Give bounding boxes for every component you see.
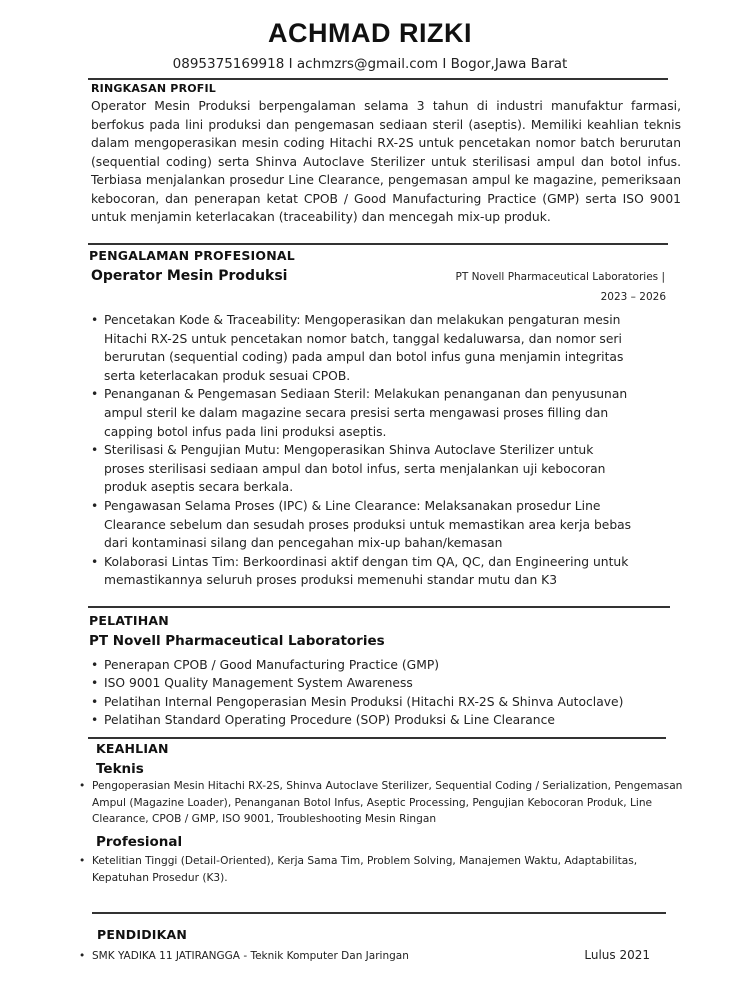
list-item: • Ketelitian Tinggi (Detail-Oriented), Kerja Sama Tim, Problem Solving, Manajemen Waktu, Adaptabilitas, Kepatuhan Prosedur (K3). — [79, 853, 689, 886]
list-item: • Penanganan & Pengemasan Sediaan Steril: Melakukan penanganan dan penyusunan ampul steril ke dalam magazine secara presisi serta mengawasi proses filling dan capping botol infus pada lini produksi aseptis. — [91, 385, 636, 441]
divider — [92, 912, 666, 914]
list-item: • Pelatihan Standard Operating Procedure (SOP) Produksi & Line Clearance — [91, 711, 711, 729]
candidate-name: ACHMAD RIZKI — [268, 18, 472, 48]
skills-technical-list — [79, 778, 689, 828]
training-list — [91, 656, 711, 730]
education-year: Lulus 2021 — [584, 948, 650, 962]
list-item: • SMK YADIKA 11 JATIRANGGA - Teknik Komputer Dan Jaringan — [79, 948, 559, 964]
list-item: • Pencetakan Kode & Traceability: Mengoperasikan dan melakukan pengaturan mesin Hitachi RX-2S untuk pencetakan nomor batch, tanggal kedaluwarsa, dan nomor seri berurutan (sequential coding) pada ampul dan botol infus guna menjamin integritas serta keterlacakan produk sesuai CPOB. — [91, 311, 636, 385]
summary-text: Operator Mesin Produksi berpengalaman selama 3 tahun di industri manufaktur farmasi, berfokus pada lini produksi dan pengemasan sediaan steril (aseptis). Memiliki keahlian teknis dalam mengoperasikan mesin coding Hitachi RX-2S untuk pencetakan nomor batch berurutan (sequential coding) serta Shinva Autoclave Sterilizer untuk sterilisasi ampul dan botol infus. Terbiasa menjalankan prosedur Line Clearance, pengemasan ampul ke magazine, pemeriksaan kebocoran, dan penerapan ketat CPOB / Good Manufacturing Practice (GMP) serta ISO 9001 untuk menjamin keterlacakan (traceability) dan mencegah mix-up produk. — [91, 99, 681, 224]
list-item: • ISO 9001 Quality Management System Awareness — [91, 674, 711, 692]
divider — [88, 737, 666, 739]
experience-list — [91, 311, 636, 590]
list-item: • Pengawasan Selama Proses (IPC) & Line Clearance: Melaksanakan prosedur Line Clearance sebelum dan sesudah proses produksi untuk memastikan area kerja bebas dari kontaminasi silang dan pencegahan mix-up bahan/kemasan — [91, 497, 636, 553]
list-item: • Kolaborasi Lintas Tim: Berkoordinasi aktif dengan tim QA, QC, dan Engineering untuk memastikannya seluruh proses produksi memenuhi standar mutu dan K3 — [91, 553, 636, 590]
divider — [88, 243, 668, 245]
divider — [88, 78, 668, 80]
section-title-summary: RINGKASAN PROFIL — [91, 82, 217, 95]
list-item: • Sterilisasi & Pengujian Mutu: Mengoperasikan Shinva Autoclave Sterilizer untuk proses sterilisasi sediaan ampul dan botol infus, serta menjalankan uji kebocoran produk aseptis secara berkala. — [91, 441, 636, 497]
section-title-education: PENDIDIKAN — [97, 927, 188, 942]
skills-professional-list — [79, 853, 689, 886]
contact-line: 0895375169918 I achmzrs@gmail.com I Bogor,Jawa Barat — [172, 56, 568, 72]
divider — [88, 606, 670, 608]
education-list — [79, 948, 559, 964]
list-item: • Pelatihan Internal Pengoperasian Mesin Produksi (Hitachi RX-2S & Shinva Autoclave) — [91, 693, 711, 711]
job-dates: 2023 – 2026 — [600, 291, 666, 303]
list-item: • Penerapan CPOB / Good Manufacturing Practice (GMP) — [91, 656, 711, 674]
section-title-training: PELATIHAN — [89, 613, 169, 628]
job-company: PT Novell Pharmaceutical Laboratories | — [455, 271, 665, 283]
section-title-skills: KEAHLIAN — [96, 741, 169, 756]
job-title: Operator Mesin Produksi — [91, 268, 288, 284]
section-title-experience: PENGALAMAN PROFESIONAL — [89, 248, 295, 263]
list-item: • Pengoperasian Mesin Hitachi RX-2S, Shinva Autoclave Sterilizer, Sequential Coding / Serialization, Pengemasan Ampul (Magazine Loader), Penanganan Botol Infus, Aseptic Processing, Pengujian Kebocoran Produk, Line Clearance, CPOB / GMP, ISO 9001, Troubleshooting Mesin Ringan — [79, 778, 689, 828]
skills-professional-title: Profesional — [96, 834, 183, 850]
skills-technical-title: Teknis — [96, 761, 144, 777]
training-organization: PT Novell Pharmaceutical Laboratories — [89, 633, 385, 649]
